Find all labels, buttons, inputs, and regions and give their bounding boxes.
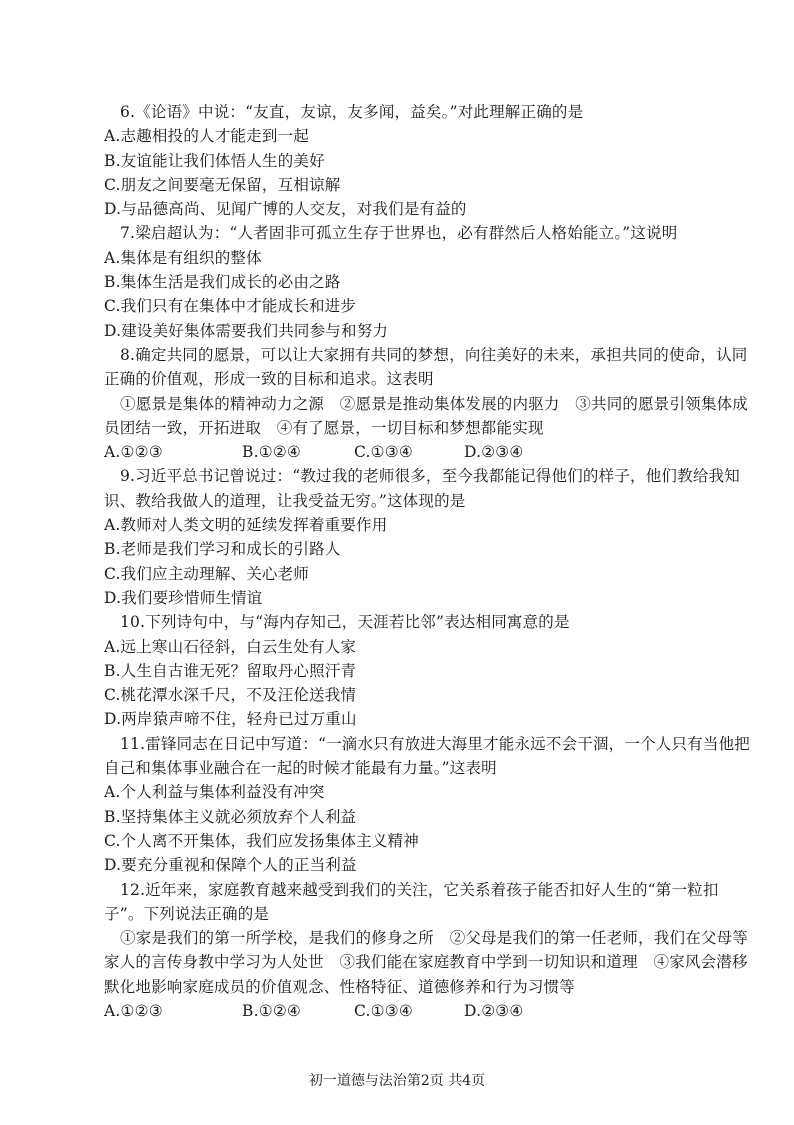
- choice-row: [104, 440, 754, 464]
- question-stem: 11.雷锋同志在日记中写道：“一滴水只有放进大海里才能永远不会干涸，一个人只有当他把自己和集体事业融合在一起的时候才能最有力量。”这表明: [104, 734, 750, 778]
- question-statements: ①家是我们的第一所学校，是我们的修身之所 ②父母是我们的第一任老师，我们在父母等家人的言传身教中学习为人处世 ③我们能在家庭教育中学到一切知识和道理 ④家风会潜移默化地影响家庭成员的价值观念、性格特征、道德修养和行为习惯等: [104, 929, 749, 996]
- option-a: A.远上寒山石径斜，白云生处有人家: [104, 637, 357, 656]
- exam-page: [104, 100, 754, 1023]
- question-stem: 6.《论语》中说：“友直，友谅，友多闻，益矣。”对此理解正确的是: [120, 103, 584, 121]
- choice-d: D.②③④: [464, 443, 524, 462]
- question-7: [104, 221, 754, 342]
- question-11: [104, 732, 754, 878]
- option-d: D.我们要珍惜师生情谊: [104, 588, 263, 607]
- question-stem: 10.下列诗句中，与“海内存知己，天涯若比邻”表达相同寓意的是: [120, 613, 570, 632]
- option-c: C.我们只有在集体中才能成长和进步: [104, 297, 357, 316]
- option-a: A.志趣相投的人才能走到一起: [104, 127, 309, 146]
- option-b: B.友谊能让我们体悟人生的美好: [104, 151, 325, 170]
- question-stem: 12.近年来，家庭教育越来越受到我们的关注，它关系着孩子能否扣好人生的“第一粒扣子”。下列说法正确的是: [104, 880, 719, 923]
- option-c: C.桃花潭水深千尺，不及汪伦送我情: [104, 686, 357, 705]
- choice-c: C.①③④: [354, 1001, 413, 1020]
- option-a: A.集体是有组织的整体: [104, 248, 262, 267]
- option-b: B.集体生活是我们成长的必由之路: [104, 273, 341, 292]
- option-d: D.要充分重视和保障个人的正当利益: [104, 856, 357, 875]
- option-d: D.与品德高尚、见闻广博的人交友，对我们是有益的: [104, 200, 467, 219]
- choice-a: A.①②③: [104, 1001, 163, 1020]
- option-d: D.建设美好集体需要我们共同参与和努力: [104, 321, 389, 340]
- question-stem: 9.习近平总书记曾说过：“教过我的老师很多，至今我都能记得他们的样子，他们教给我知识、教给我做人的道理，让我受益无穷。”这体现的是: [104, 467, 740, 510]
- option-a: A.个人利益与集体利益没有冲突: [104, 783, 325, 802]
- question-stem: 8.确定共同的愿景，可以让大家拥有共同的梦想，向往美好的未来，承担共同的使命，认同正确的价值观，形成一致的目标和追求。这表明: [104, 345, 748, 389]
- question-9: [104, 464, 754, 610]
- option-b: B.老师是我们学习和成长的引路人: [104, 540, 341, 559]
- question-statements: ①愿景是集体的精神动力之源 ②愿景是推动集体发展的内驱力 ③共同的愿景引领集体成员团结一致，开拓进取 ④有了愿景，一切目标和梦想都能实现: [104, 394, 749, 437]
- option-c: C.朋友之间要毫无保留，互相谅解: [104, 175, 341, 194]
- option-b: B.坚持集体主义就必须放弃个人利益: [104, 807, 357, 826]
- page-footer: 初一道德与法治第2页 共4页: [308, 1073, 486, 1089]
- choice-row: [104, 999, 754, 1023]
- question-10: [104, 610, 754, 731]
- choice-a: A.①②③: [104, 443, 163, 462]
- choice-c: C.①③④: [354, 443, 413, 462]
- option-b: B.人生自古谁无死？留取丹心照汗青: [104, 661, 357, 680]
- question-stem: 7.梁启超认为：“人者固非可孤立生存于世界也，必有群然后人格始能立。”这说明: [120, 224, 678, 243]
- option-a: A.教师对人类文明的延续发挥着重要作用: [104, 516, 388, 535]
- question-6: [104, 100, 754, 221]
- option-c: C.我们应主动理解、关心老师: [104, 564, 310, 583]
- question-8: [104, 343, 754, 464]
- question-12: [104, 878, 754, 1024]
- choice-b: B.①②④: [242, 443, 302, 462]
- choice-b: B.①②④: [242, 1001, 302, 1020]
- option-c: C.个人离不开集体，我们应发扬集体主义精神: [104, 831, 419, 850]
- choice-d: D.②③④: [464, 1001, 524, 1020]
- option-d: D.两岸猿声啼不住，轻舟已过万重山: [104, 710, 357, 729]
